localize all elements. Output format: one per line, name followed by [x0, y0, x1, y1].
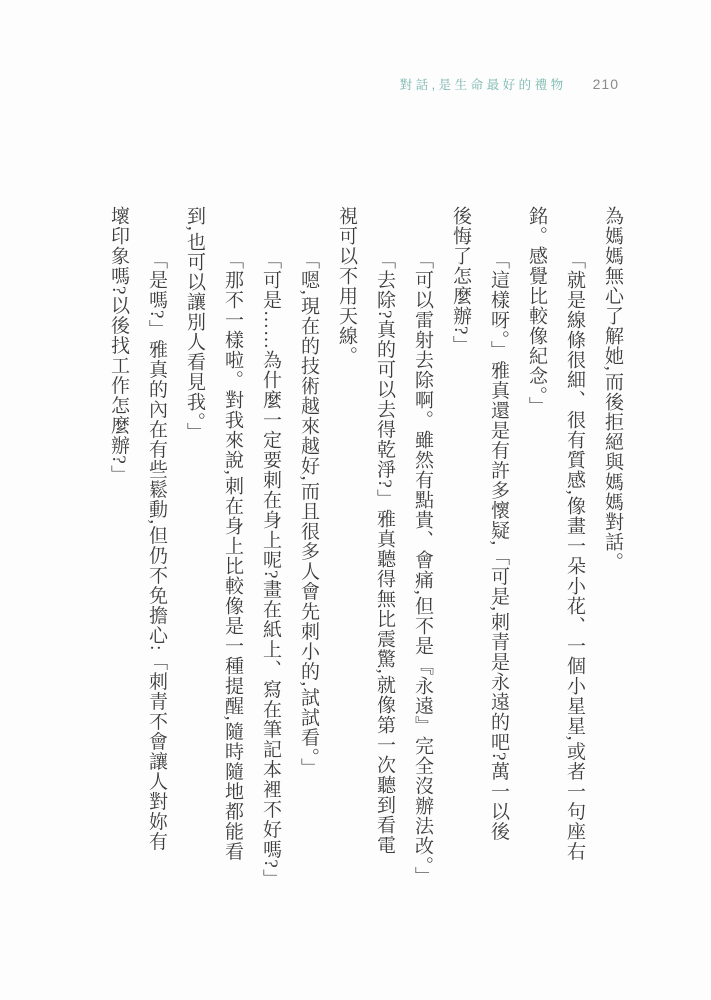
text-column-11: 「那不一樣啦。對我來說,刺在身上比較像是一種提醒,隨時隨地都能看 — [222, 250, 243, 862]
text-column-7: 「去除?真的可以去得乾淨?」雅真聽得無比震驚,就像第一次聽到看電 — [374, 250, 395, 855]
text-column-13: 「是嗎?」雅真的內在有些鬆動,但仍不免擔心:「刺青不會讓人對妳有 — [146, 250, 167, 852]
page-number: 210 — [592, 76, 619, 92]
text-column-2: 「就是線條很細、很有質感,像畫一朵小花、一個小星星,或者一句座右 — [564, 250, 585, 862]
text-column-3: 銘。感覺比較像紀念。」 — [526, 206, 547, 417]
text-column-9: 「嗯,現在的技術越來越好,而且很多人會先刺小的,試試看。」 — [298, 250, 319, 778]
text-column-4: 「這樣呀。」雅真還是有許多懷疑,「可是,刺青是永遠的吧?萬一以後 — [488, 250, 509, 842]
text-column-12: 到,也可以讓別人看見我。」 — [184, 206, 205, 443]
running-header — [400, 75, 619, 93]
running-header-title: 對話,是生命最好的禮物 — [399, 78, 567, 92]
text-column-8: 視可以不用天線。 — [336, 206, 357, 366]
text-column-1: 為媽媽無心了解她,而後拒絕與媽媽對話。 — [602, 206, 623, 572]
text-column-14: 壞印象嗎?以後找工作怎麼辦?」 — [108, 206, 129, 485]
text-column-10: 「可是……為什麼一定要刺在身上呢?畫在紙上、寫在筆記本裡不好嗎?」 — [260, 250, 281, 889]
text-column-5: 後悔了怎麼辦?」 — [450, 206, 471, 356]
text-column-6: 「可以雷射去除啊。雖然有點貴、會痛,但不是『永遠』完全沒辦法改。」 — [412, 250, 433, 887]
vertical-text-block — [99, 206, 631, 954]
